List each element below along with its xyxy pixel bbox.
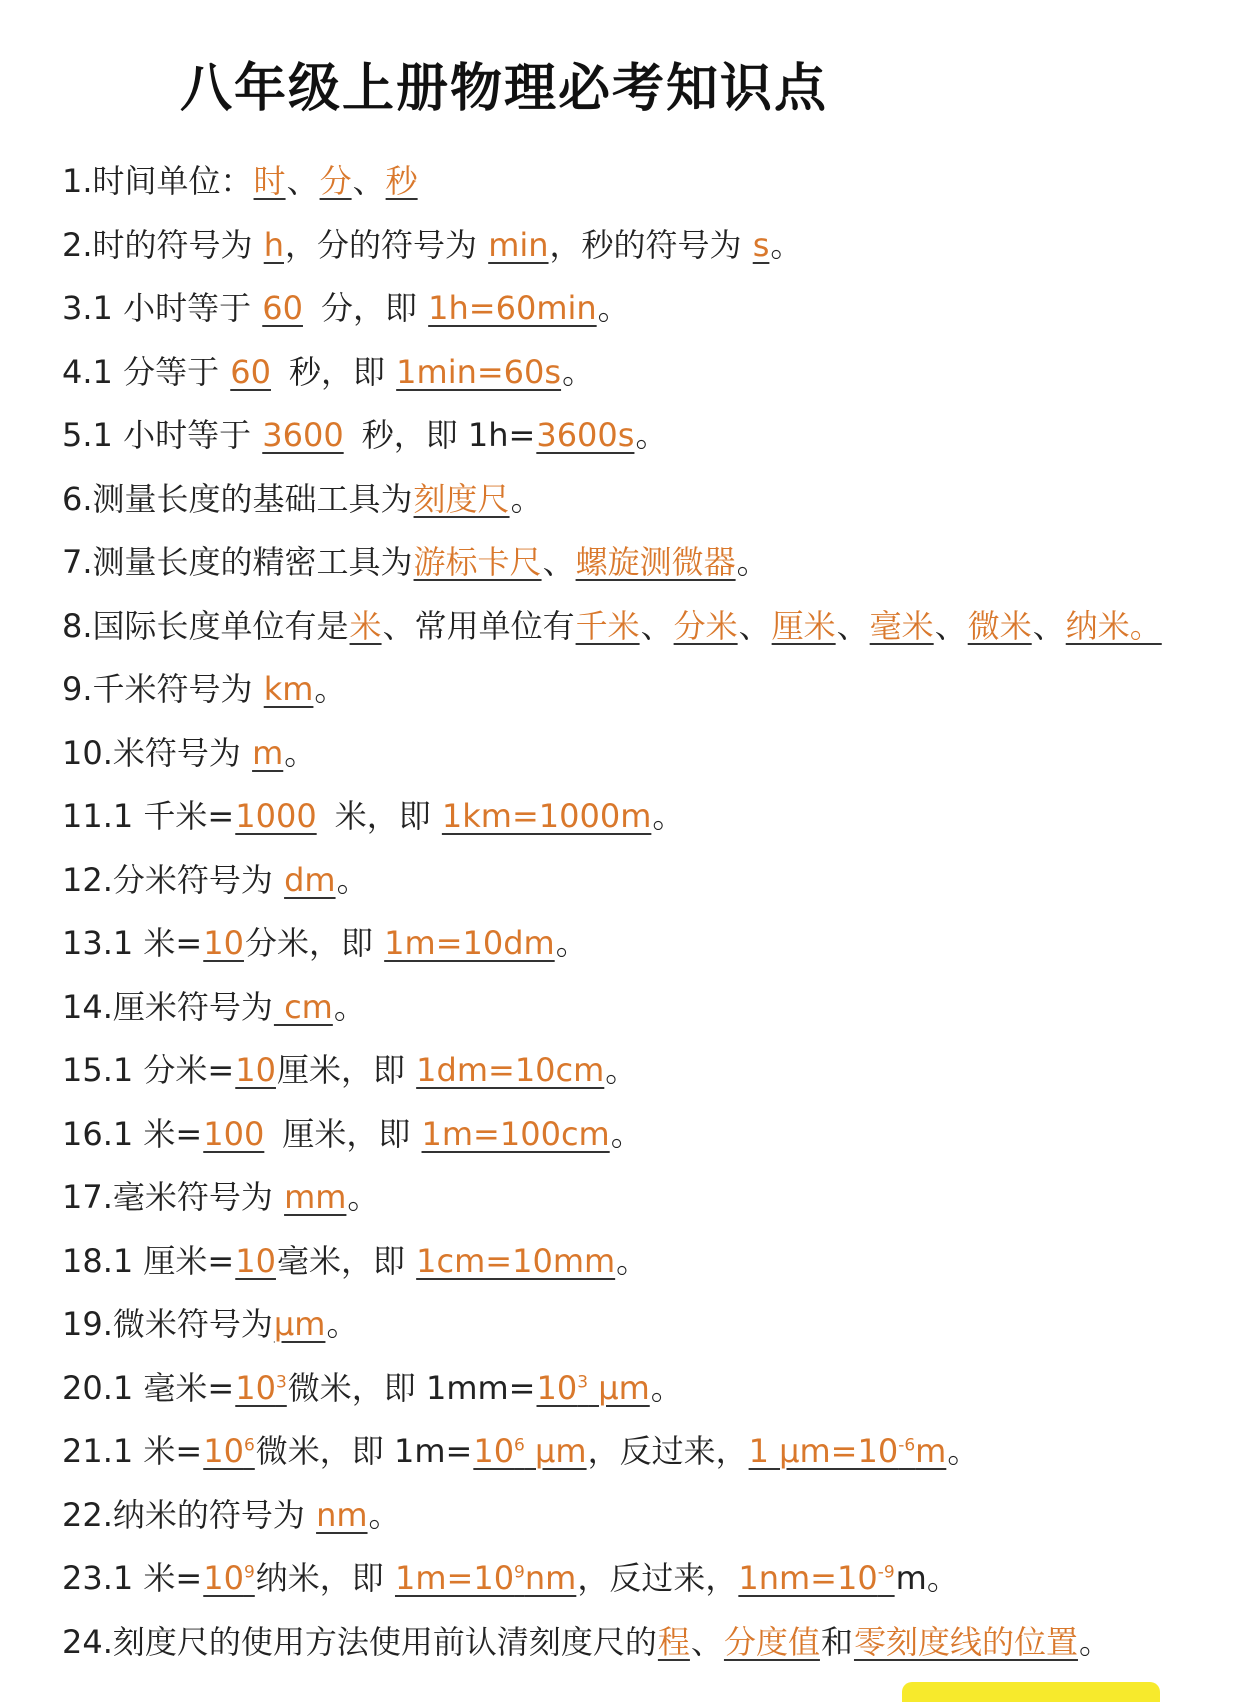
item-text: 4.1 分等于 (62, 352, 230, 391)
knowledge-item-13 (62, 912, 1222, 976)
item-text: 。 (770, 225, 803, 264)
answer-blank: 千米 (575, 606, 640, 645)
item-text: ，秒的符号为 (549, 225, 752, 264)
item-text: 。 (284, 733, 317, 772)
item-text: 7.测量长度的精密工具为 (62, 543, 413, 581)
answer-blank: 分米 (673, 606, 738, 645)
item-text: ，反过来， (577, 1559, 738, 1597)
item-text: 。 (650, 1368, 683, 1407)
answer-blank: 零刻度线的位置 (853, 1622, 1078, 1661)
item-text: 、 (640, 606, 673, 645)
item-text: 微米，即 1mm= (287, 1368, 536, 1407)
yellow-tab-button[interactable] (902, 1682, 1160, 1702)
item-text: 纳米，即 (255, 1559, 394, 1597)
page-title: 八年级上册物理必考知识点 (180, 59, 829, 119)
item-text: 微米，即 1m= (255, 1432, 473, 1470)
answer-blank: 刻度尺 (413, 479, 510, 518)
answer-blank: 3600 (262, 416, 344, 454)
item-text: 20.1 毫米= (62, 1368, 235, 1407)
knowledge-item-18 (62, 1230, 1222, 1294)
item-text: 。 (336, 860, 369, 899)
item-text: 6.测量长度的基础工具为 (62, 479, 413, 518)
answer-blank: 程 (657, 1622, 690, 1661)
item-text: 、常用单位有 (382, 606, 575, 645)
knowledge-item-12 (62, 849, 1222, 913)
answer-blank: 1 $\mu m=10^{-6}m$ (748, 1432, 947, 1470)
answer-blank: $10^3$ μm (536, 1368, 650, 1407)
item-text: 15.1 分米= (62, 1051, 235, 1089)
knowledge-item-20 (62, 1357, 1222, 1421)
answer-blank: 1min=60s (396, 352, 562, 391)
answer-blank: 时 (253, 162, 286, 200)
item-text: 。 (333, 987, 366, 1026)
item-text: 。 (605, 1051, 638, 1089)
knowledge-item-3 (62, 277, 1222, 341)
knowledge-item-1 (62, 150, 1222, 214)
item-text: 、 (690, 1622, 723, 1661)
item-text: 11.1 千米= (62, 797, 235, 835)
item-text: 。 (347, 1178, 380, 1216)
item-text: m。 (895, 1559, 959, 1597)
knowledge-item-11 (62, 785, 1222, 849)
item-text: 19.微米符号为 (62, 1305, 273, 1343)
answer-blank: 分 (319, 162, 352, 200)
answer-blank: 秒 (385, 162, 418, 200)
item-text: 、 (1032, 606, 1065, 645)
item-text: 16.1 米= (62, 1114, 203, 1153)
answer-blank: 1dm=10cm (416, 1051, 605, 1089)
item-text: 和 (820, 1622, 853, 1661)
answer-blank: 纳米。 (1065, 606, 1162, 645)
answer-blank: cm (273, 987, 333, 1026)
item-text: 。 (314, 670, 347, 708)
item-text: 17.毫米符号为 (62, 1178, 284, 1216)
item-text: 24.刻度尺的使用方法使用前认清刻度尺的 (62, 1622, 657, 1661)
answer-blank: min (488, 225, 549, 264)
item-text: 21.1 米= (62, 1432, 203, 1470)
answer-blank: h (263, 225, 284, 264)
item-text: 秒，即 1h= (361, 416, 536, 454)
item-text: 2.时的符号为 (62, 225, 263, 264)
answer-blank: 1m=10dm (384, 924, 555, 962)
knowledge-item-8 (62, 595, 1222, 659)
answer-blank: mm (284, 1178, 347, 1216)
answer-blank: 1000 (235, 797, 317, 835)
knowledge-item-2 (62, 214, 1222, 278)
item-text: 22.纳米的符号为 (62, 1495, 316, 1534)
item-text: 、 (352, 162, 385, 200)
answer-blank: 1cm=10mm (416, 1241, 616, 1280)
item-text: 10.米符号为 (62, 733, 252, 772)
item-text: 。 (616, 1241, 649, 1280)
knowledge-item-14 (62, 976, 1222, 1040)
item-text: 9.千米符号为 (62, 670, 263, 708)
answer-blank: m (252, 733, 284, 772)
item-text: 厘米，即 (276, 1051, 416, 1089)
item-text: 厘米，即 (282, 1114, 421, 1153)
knowledge-item-23 (62, 1547, 1222, 1611)
answer-blank: 1km=1000m (441, 797, 652, 835)
item-text: 。 (1078, 1622, 1111, 1661)
knowledge-item-10 (62, 722, 1222, 786)
item-text: 13.1 米= (62, 924, 203, 962)
answer-blank: nm (316, 1495, 368, 1534)
answer-blank: $1nm=10^{-9}$ (738, 1559, 895, 1597)
knowledge-item-15 (62, 1039, 1222, 1103)
answer-blank: 微米 (967, 606, 1032, 645)
knowledge-item-19 (62, 1293, 1222, 1357)
answer-blank: μm (273, 1305, 326, 1343)
knowledge-item-7 (62, 531, 1222, 595)
answer-blank: 10 (203, 924, 244, 962)
knowledge-item-9 (62, 658, 1222, 722)
answer-blank: 毫米 (869, 606, 934, 645)
answer-blank: 螺旋测微器 (575, 543, 736, 581)
answer-blank: 厘米 (771, 606, 836, 645)
answer-blank: 3600s (536, 416, 635, 454)
item-text: ，反过来， (587, 1432, 748, 1470)
item-text: 、 (836, 606, 869, 645)
item-text: 分米，即 (244, 924, 384, 962)
knowledge-item-5 (62, 404, 1222, 468)
item-text: 。 (610, 1114, 643, 1153)
knowledge-item-21 (62, 1420, 1222, 1484)
answer-blank: s (752, 225, 770, 264)
item-text: 、 (934, 606, 967, 645)
item-text: 14.厘米符号为 (62, 987, 273, 1026)
answer-blank: 10 (235, 1241, 276, 1280)
answer-blank: 60 (262, 289, 303, 327)
knowledge-list (62, 150, 1222, 1674)
answer-blank: 1h=60min (428, 289, 597, 327)
answer-blank: $10^6$ μm (473, 1432, 587, 1470)
knowledge-item-4 (62, 341, 1222, 405)
item-text: 、 (738, 606, 771, 645)
knowledge-item-6 (62, 468, 1222, 532)
item-text: 。 (652, 797, 685, 835)
item-text: 。 (736, 543, 769, 581)
answer-blank: 分度值 (723, 1622, 820, 1661)
item-text: 。 (597, 289, 630, 327)
item-text: 米，即 (334, 797, 441, 835)
knowledge-item-24 (62, 1611, 1222, 1675)
item-text: 。 (562, 352, 595, 391)
item-text: 18.1 厘米= (62, 1241, 235, 1280)
item-text: 。 (635, 416, 668, 454)
item-text: ，分的符号为 (285, 225, 488, 264)
answer-blank: 60 (230, 352, 271, 391)
knowledge-item-16 (62, 1103, 1222, 1167)
answer-blank: dm (284, 860, 336, 899)
item-text: 。 (368, 1495, 401, 1534)
item-text: 。 (947, 1432, 980, 1470)
item-text: 。 (555, 924, 588, 962)
answer-blank: 10 (235, 1051, 276, 1089)
answer-blank: $10^9$ (203, 1559, 255, 1597)
item-text: 。 (326, 1305, 359, 1343)
item-text: 秒，即 (288, 352, 396, 391)
knowledge-item-22 (62, 1484, 1222, 1548)
answer-blank: $1m=10^9nm$ (394, 1559, 577, 1597)
item-text: 23.1 米= (62, 1559, 203, 1597)
item-text: 3.1 小时等于 (62, 289, 262, 327)
answer-blank: $10^6$ (203, 1432, 255, 1470)
item-text: 5.1 小时等于 (62, 416, 262, 454)
item-text: 、 (542, 543, 575, 581)
item-text: 毫米，即 (276, 1241, 416, 1280)
item-text: 分，即 (320, 289, 428, 327)
item-text: 1.时间单位： (62, 162, 253, 200)
answer-blank: 1m=100cm (421, 1114, 610, 1153)
answer-blank: 游标卡尺 (413, 543, 542, 581)
item-text: 8.国际长度单位有是 (62, 606, 349, 645)
answer-blank: km (263, 670, 314, 708)
answer-blank: 100 (203, 1114, 265, 1153)
answer-blank: 米 (349, 606, 382, 645)
knowledge-item-17 (62, 1166, 1222, 1230)
answer-blank: $10^3$ (235, 1368, 287, 1407)
item-text: 、 (286, 162, 319, 200)
item-text: 。 (510, 479, 543, 518)
item-text: 12.分米符号为 (62, 860, 284, 899)
